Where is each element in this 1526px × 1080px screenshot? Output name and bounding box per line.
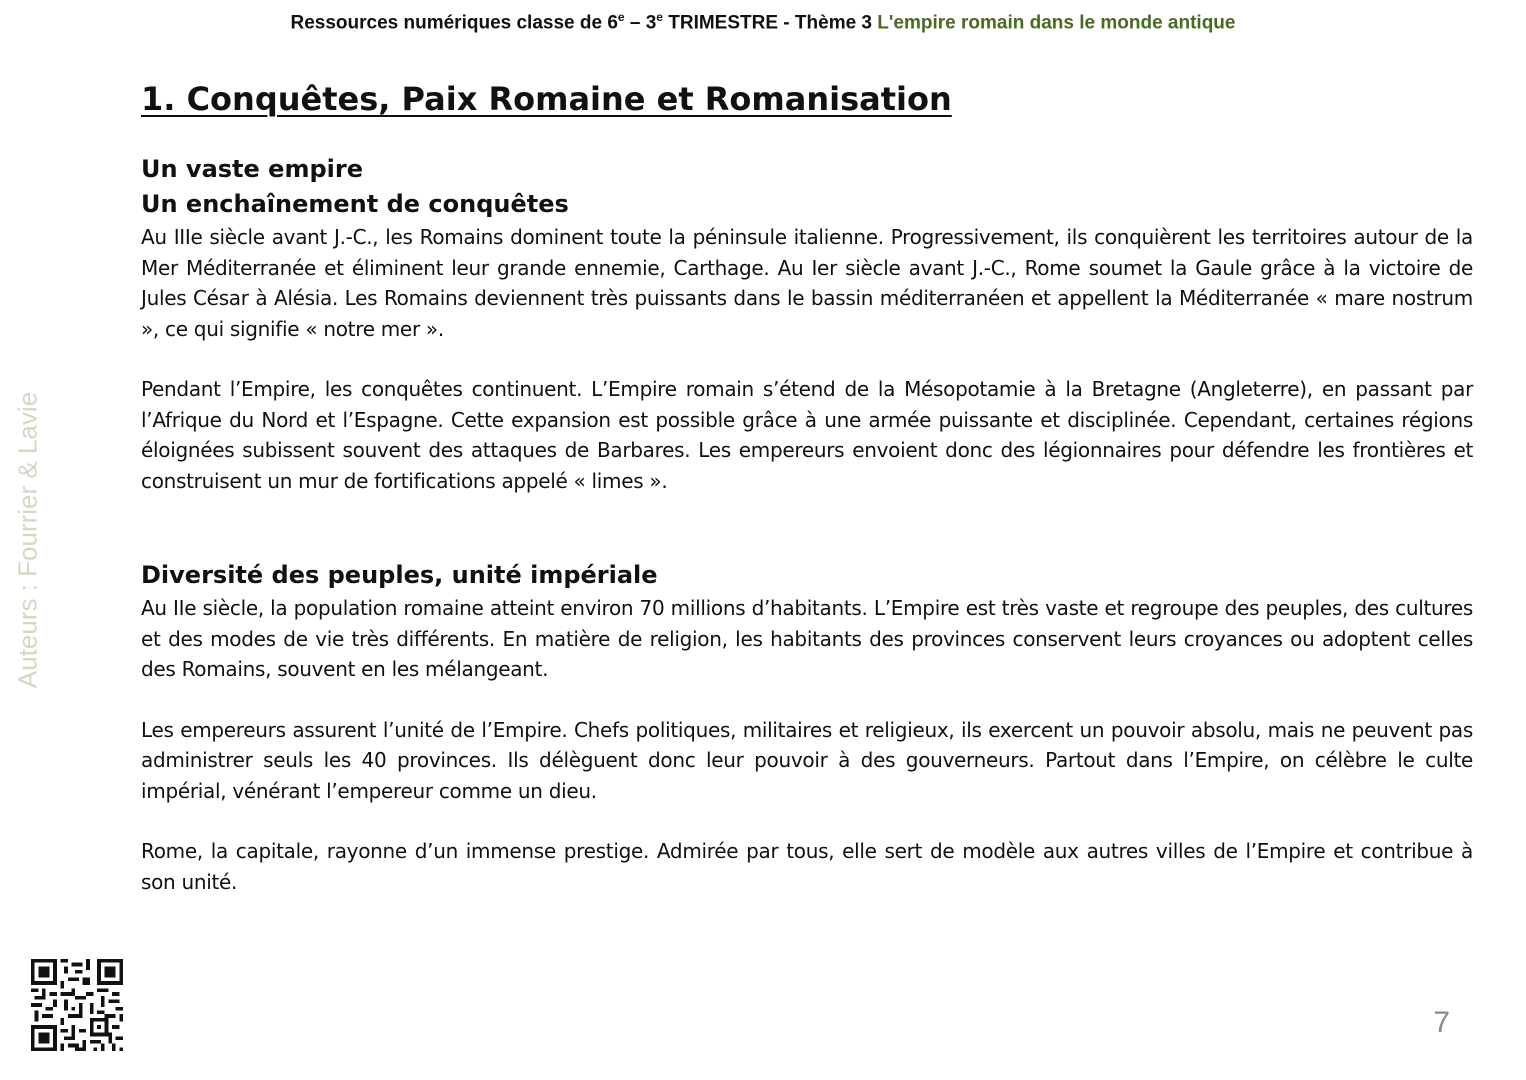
paragraph: Au IIIe siècle avant J.-C., les Romains dominent toute la péninsule italienne. Progressivement, ils conquièrent les territoires autour de la Mer Méditerranée et éliminent leur grande ennemie, Carthage. Au Ier siècle avant J.-C., Rome soumet la Gaule grâce à la victoire de Jules César à Alésia. Les Romains deviennent très puissants dans le bassin méditerranéen et appellent la Méditerranée « mare nostrum », ce qui signifie « notre mer ». [141,225,1473,341]
spacer [141,344,1473,374]
header-sup: e [617,10,625,24]
authors-label: Auteurs : Fourrier & Lavie [12,391,43,689]
paragraph: Rome, la capitale, rayonne d’un immense prestige. Admirée par tous, elle sert de modèle aux autres villes de l’Empire et contribue à son unité. [141,839,1473,894]
header-text: – 3 [624,12,657,34]
main-content [141,152,1473,897]
page-number: 7 [1433,1006,1450,1039]
spacer [141,806,1473,836]
qr-code-icon[interactable] [31,959,123,1051]
header-text: TRIMESTRE - Thème 3 [662,12,878,34]
section-heading-vaste-empire: Un vaste empire [141,155,363,183]
section-subheading-conquetes: Un enchaînement de conquêtes [141,190,569,218]
paragraph: Les empereurs assurent l’unité de l’Empire. Chefs politiques, militaires et religieux, ils exercent un pouvoir absolu, mais ne peuvent pas administrer seuls les 40 provinces. Ils délèguent donc leur pouvoir à des gouverneurs. Partout dans l’Empire, on célèbre le culte impérial, vénérant l’empereur comme un dieu. [141,717,1473,803]
page-header [0,10,1526,34]
spacer [141,496,1473,558]
section-heading-diversite: Diversité des peuples, unité impériale [141,561,658,589]
page-title: 1. Conquêtes, Paix Romaine et Romanisation [141,80,952,118]
header-theme: L'empire romain dans le monde antique [877,12,1236,34]
paragraph: Pendant l’Empire, les conquêtes continuent. L’Empire romain s’étend de la Mésopotamie à la Bretagne (Angleterre), en passant par l’Afrique du Nord et l’Espagne. Cette expansion est possible grâce à une armée puissante et disciplinée. Cependant, certaines régions éloignées subissent souvent des attaques de Barbares. Les empereurs envoient donc des légionnaires pour défendre les frontières et construisent un mur de fortifications appelé « limes ». [141,377,1473,493]
paragraph: Au IIe siècle, la population romaine atteint environ 70 millions d’habitants. L’Empire est très vaste et regroupe des peuples, des cultures et des modes de vie très différents. En matière de religion, les habitants des provinces conservent leurs croyances ou adoptent celles des Romains, souvent en les mélangeant. [141,596,1473,681]
header-text: Ressources numériques classe de 6 [290,12,618,34]
spacer [141,685,1473,715]
header-sup: e [656,10,663,24]
